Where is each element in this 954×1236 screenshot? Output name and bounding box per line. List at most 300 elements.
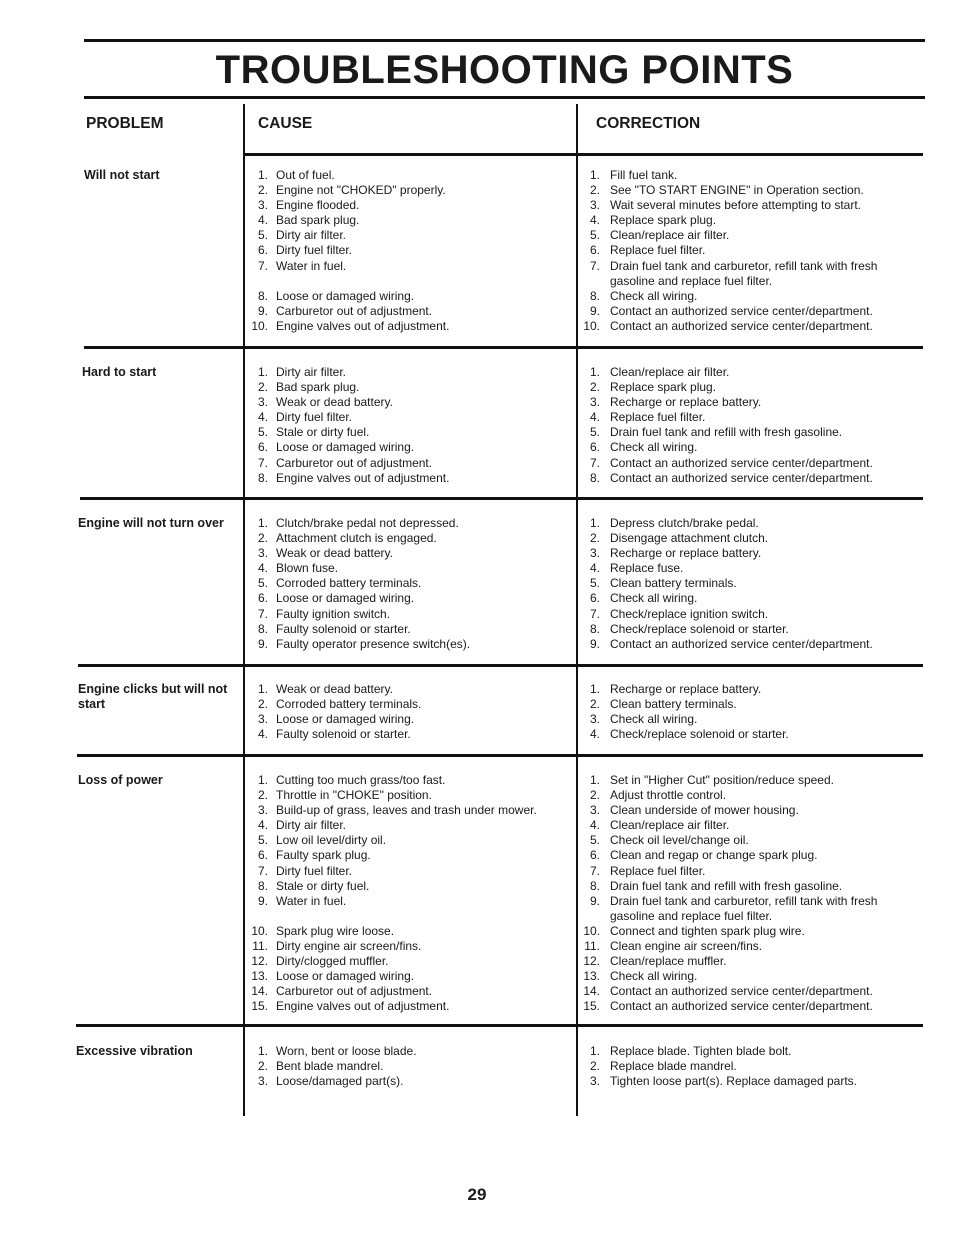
correction-item	[580, 954, 902, 969]
correction-text: Clean underside of mower housing.	[610, 803, 799, 818]
item-number: 8.	[589, 288, 600, 303]
correction-item	[580, 591, 902, 606]
correction-item	[580, 622, 902, 637]
item-number: 8.	[257, 878, 268, 893]
correction-list	[580, 773, 902, 1015]
item-number: 1.	[257, 168, 268, 182]
cause-text: Bad spark plug.	[276, 213, 360, 228]
item-number: 2.	[257, 531, 268, 546]
cause-text: Loose or damaged wiring.	[276, 969, 415, 984]
cause-text: Dirty fuel filter.	[276, 410, 353, 425]
correction-text: Clean/replace air filter.	[610, 228, 730, 243]
correction-item	[580, 1059, 902, 1074]
correction-item	[580, 168, 902, 183]
cause-item	[248, 516, 568, 531]
correction-item	[580, 984, 902, 999]
correction-header: CORRECTION	[596, 115, 701, 132]
cause-item	[248, 697, 568, 712]
cause-item	[248, 939, 568, 954]
correction-item	[580, 440, 902, 455]
item-number: 4.	[589, 561, 600, 576]
cause-item	[248, 682, 568, 697]
item-number: 3.	[589, 712, 600, 727]
correction-item	[580, 773, 902, 788]
cause-text: Engine valves out of adjustment.	[276, 470, 450, 485]
cause-text: Carburetor out of adjustment.	[276, 984, 433, 999]
correction-item	[580, 259, 902, 289]
item-number: 5.	[257, 228, 268, 243]
section-rule	[80, 497, 923, 500]
item-number: 6.	[589, 440, 600, 455]
item-number: 4.	[589, 818, 600, 833]
cause-text: Clutch/brake pedal not depressed.	[276, 516, 459, 530]
correction-item	[580, 1044, 902, 1059]
cause-item	[248, 259, 568, 274]
correction-item	[580, 939, 902, 954]
cause-item	[248, 243, 568, 258]
cause-item	[248, 727, 568, 742]
cause-list	[248, 516, 568, 652]
correction-item	[580, 894, 902, 924]
item-number: 7.	[589, 455, 600, 470]
item-number: 5.	[589, 228, 600, 243]
item-number: 6.	[589, 243, 600, 258]
item-number: 4.	[589, 727, 600, 742]
item-number: 9.	[589, 303, 600, 318]
cause-item	[248, 864, 568, 879]
item-number: 1.	[589, 365, 600, 379]
correction-item	[580, 213, 902, 228]
item-number: 15.	[251, 999, 268, 1014]
correction-item	[580, 471, 902, 486]
cause-text: Stale or dirty fuel.	[276, 878, 370, 893]
correction-text: Replace blade mandrel.	[610, 1059, 737, 1074]
item-number: 3.	[589, 546, 600, 561]
item-number: 7.	[589, 606, 600, 621]
correction-text: Contact an authorized service center/department.	[610, 636, 873, 651]
cause-item	[248, 848, 568, 863]
item-number: 11.	[252, 939, 268, 954]
correction-item	[580, 380, 902, 395]
cause-item	[248, 410, 568, 425]
cause-item	[248, 788, 568, 803]
correction-item	[580, 425, 902, 440]
cause-item	[248, 879, 568, 894]
item-number: 3.	[257, 803, 268, 818]
cause-item	[248, 304, 568, 319]
correction-item	[580, 637, 902, 652]
cause-item	[248, 228, 568, 243]
item-number: 8.	[257, 288, 268, 303]
cause-text: Cutting too much grass/too fast.	[276, 773, 446, 787]
cause-text: Weak or dead battery.	[276, 395, 393, 410]
cause-text: Dirty fuel filter.	[276, 243, 353, 258]
item-number: 6.	[589, 591, 600, 606]
correction-item	[580, 727, 902, 742]
correction-text: Clean/replace air filter.	[610, 365, 730, 379]
cause-text: Loose or damaged wiring.	[276, 440, 415, 455]
correction-text: Contact an authorized service center/department.	[610, 999, 873, 1014]
correction-text: Contact an authorized service center/department.	[610, 303, 873, 318]
cause-item	[248, 999, 568, 1014]
item-number: 14.	[583, 984, 600, 999]
item-number: 2.	[589, 697, 600, 712]
cause-list	[248, 168, 568, 334]
item-number: 8.	[589, 878, 600, 893]
correction-text: Check all wiring.	[610, 969, 698, 984]
item-number: 3.	[589, 803, 600, 818]
item-number: 7.	[257, 455, 268, 470]
cause-item	[248, 712, 568, 727]
correction-item	[580, 879, 902, 894]
cause-item	[248, 576, 568, 591]
problem-label: Excessive vibration	[76, 1044, 193, 1058]
correction-item	[580, 803, 902, 818]
cause-item	[248, 365, 568, 380]
cause-text: Weak or dead battery.	[276, 682, 393, 696]
item-number: 6.	[257, 440, 268, 455]
correction-text: Fill fuel tank.	[610, 168, 678, 182]
page-number: 29	[467, 1185, 487, 1204]
cause-item	[248, 773, 568, 788]
item-number: 1.	[257, 365, 268, 379]
cause-text: Loose or damaged wiring.	[276, 712, 415, 727]
cause-text: Engine valves out of adjustment.	[276, 318, 450, 333]
cause-text: Dirty air filter.	[276, 365, 347, 379]
correction-text: Replace spark plug.	[610, 380, 717, 395]
section-rule	[84, 346, 923, 349]
correction-item	[580, 833, 902, 848]
cause-text: Faulty solenoid or starter.	[276, 621, 411, 636]
cause-item	[248, 183, 568, 198]
item-number: 1.	[589, 516, 600, 530]
cause-text: Dirty fuel filter.	[276, 863, 353, 878]
item-number: 6.	[257, 243, 268, 258]
cause-column-divider	[243, 104, 245, 1116]
cause-text: Carburetor out of adjustment.	[276, 455, 433, 470]
item-number: 1.	[589, 682, 600, 696]
correction-text: Recharge or replace battery.	[610, 682, 762, 696]
item-number: 4.	[257, 818, 268, 833]
item-number: 4.	[257, 410, 268, 425]
cause-text: Engine not "CHOKED" properly.	[276, 183, 446, 198]
cause-item	[248, 591, 568, 606]
correction-text: Contact an authorized service center/department.	[610, 455, 873, 470]
cause-text: Bent blade mandrel.	[276, 1059, 384, 1074]
correction-item	[580, 682, 902, 697]
cause-text: Corroded battery terminals.	[276, 576, 422, 591]
cause-item	[248, 168, 568, 183]
correction-item	[580, 456, 902, 471]
correction-text: Check/replace solenoid or starter.	[610, 621, 789, 636]
cause-text: Attachment clutch is engaged.	[276, 531, 437, 546]
item-number: 3.	[257, 198, 268, 213]
item-number: 4.	[589, 410, 600, 425]
correction-text: Drain fuel tank and carburetor, refill tank with fresh gasoline and replace fuel filter.	[610, 258, 878, 288]
problem-label: Will not start	[84, 168, 160, 182]
correction-text: Clean battery terminals.	[610, 576, 737, 591]
correction-column-divider	[576, 104, 578, 1116]
item-number: 9.	[589, 893, 600, 908]
section-rule	[76, 1024, 923, 1027]
item-number: 9.	[589, 636, 600, 651]
cause-item	[248, 984, 568, 999]
correction-item	[580, 969, 902, 984]
correction-text: Contact an authorized service center/department.	[610, 318, 873, 333]
item-number: 2.	[589, 1059, 600, 1074]
correction-item	[580, 516, 902, 531]
correction-text: Contact an authorized service center/department.	[610, 984, 873, 999]
correction-item	[580, 697, 902, 712]
cause-text: Water in fuel.	[276, 258, 347, 273]
cause-text: Corroded battery terminals.	[276, 697, 422, 712]
problem-label: Loss of power	[78, 773, 163, 787]
cause-text: Faulty spark plug.	[276, 848, 371, 863]
correction-item	[580, 183, 902, 198]
correction-text: Replace fuel filter.	[610, 410, 706, 425]
item-number: 2.	[257, 788, 268, 803]
cause-item	[248, 213, 568, 228]
item-number: 7.	[257, 606, 268, 621]
cause-text: Faulty operator presence switch(es).	[276, 636, 471, 651]
item-number: 6.	[589, 848, 600, 863]
correction-text: Wait several minutes before attempting to start.	[610, 198, 861, 213]
cause-item	[248, 818, 568, 833]
correction-text: Check all wiring.	[610, 440, 698, 455]
item-number: 1.	[257, 773, 268, 787]
correction-list	[580, 516, 902, 652]
item-number: 1.	[257, 516, 268, 530]
cause-item	[248, 198, 568, 213]
correction-text: Replace blade. Tighten blade bolt.	[610, 1044, 792, 1058]
spacer-line	[248, 909, 568, 924]
cause-text: Low oil level/dirty oil.	[276, 833, 387, 848]
correction-item	[580, 546, 902, 561]
correction-item	[580, 712, 902, 727]
cause-list	[248, 1044, 568, 1089]
cause-text: Faulty solenoid or starter.	[276, 727, 411, 742]
cause-text: Stale or dirty fuel.	[276, 425, 370, 440]
correction-item	[580, 788, 902, 803]
cause-item	[248, 471, 568, 486]
correction-text: Check all wiring.	[610, 712, 698, 727]
cause-item	[248, 380, 568, 395]
cause-item	[248, 607, 568, 622]
correction-text: Tighten loose part(s). Replace damaged parts.	[610, 1074, 858, 1089]
cause-item	[248, 833, 568, 848]
cause-item	[248, 561, 568, 576]
cause-item	[248, 637, 568, 652]
section-rule	[243, 153, 923, 156]
correction-text: Clean/replace air filter.	[610, 818, 730, 833]
item-number: 10.	[583, 318, 600, 333]
cause-text: Bad spark plug.	[276, 380, 360, 395]
cause-text: Loose/damaged part(s).	[276, 1074, 404, 1089]
correction-text: Clean engine air screen/fins.	[610, 939, 763, 954]
correction-text: See "TO START ENGINE" in Operation section.	[610, 183, 864, 198]
cause-text: Worn, bent or loose blade.	[276, 1044, 417, 1058]
cause-item	[248, 969, 568, 984]
correction-text: Connect and tighten spark plug wire.	[610, 923, 805, 938]
item-number: 2.	[589, 380, 600, 395]
item-number: 3.	[257, 1074, 268, 1089]
cause-header: CAUSE	[258, 115, 313, 132]
item-number: 7.	[589, 863, 600, 878]
correction-item	[580, 228, 902, 243]
cause-item	[248, 456, 568, 471]
correction-item	[580, 243, 902, 258]
item-number: 9.	[257, 303, 268, 318]
correction-text: Drain fuel tank and refill with fresh gasoline.	[610, 878, 843, 893]
cause-list	[248, 773, 568, 1015]
correction-text: Clean battery terminals.	[610, 697, 737, 712]
item-number: 12.	[583, 954, 600, 969]
correction-item	[580, 198, 902, 213]
item-number: 8.	[589, 621, 600, 636]
title-rule	[84, 96, 925, 99]
correction-item	[580, 1074, 902, 1089]
correction-item	[580, 365, 902, 380]
cause-text: Loose or damaged wiring.	[276, 591, 415, 606]
item-number: 1.	[589, 773, 600, 787]
correction-text: Check/replace solenoid or starter.	[610, 727, 789, 742]
item-number: 8.	[589, 470, 600, 485]
correction-text: Replace fuel filter.	[610, 863, 706, 878]
correction-item	[580, 531, 902, 546]
cause-item	[248, 395, 568, 410]
item-number: 6.	[257, 591, 268, 606]
cause-item	[248, 1074, 568, 1089]
correction-item	[580, 395, 902, 410]
correction-list	[580, 1044, 902, 1089]
cause-text: Out of fuel.	[276, 168, 335, 182]
item-number: 12.	[251, 954, 268, 969]
correction-text: Recharge or replace battery.	[610, 546, 762, 561]
item-number: 6.	[257, 848, 268, 863]
correction-item	[580, 561, 902, 576]
correction-item	[580, 607, 902, 622]
item-number: 1.	[589, 1044, 600, 1058]
problem-label: Hard to start	[82, 365, 157, 379]
cause-item	[248, 440, 568, 455]
correction-text: Replace fuel filter.	[610, 243, 706, 258]
item-number: 7.	[257, 258, 268, 273]
cause-text: Weak or dead battery.	[276, 546, 393, 561]
problem-header: PROBLEM	[86, 115, 164, 132]
problem-label: Engine clicks but will not start	[78, 682, 228, 711]
cause-item	[248, 546, 568, 561]
item-number: 8.	[257, 621, 268, 636]
item-number: 7.	[257, 863, 268, 878]
correction-text: Clean/replace muffler.	[610, 954, 727, 969]
cause-list	[248, 682, 568, 742]
cause-text: Build-up of grass, leaves and trash under mower.	[276, 803, 537, 818]
correction-item	[580, 576, 902, 591]
item-number: 14.	[251, 984, 268, 999]
cause-item	[248, 803, 568, 818]
correction-text: Adjust throttle control.	[610, 788, 727, 803]
cause-item	[248, 289, 568, 304]
cause-text: Engine flooded.	[276, 198, 360, 213]
item-number: 3.	[589, 1074, 600, 1089]
correction-item	[580, 999, 902, 1014]
cause-item	[248, 622, 568, 637]
item-number: 2.	[257, 1059, 268, 1074]
item-number: 3.	[257, 395, 268, 410]
cause-text: Loose or damaged wiring.	[276, 288, 415, 303]
item-number: 2.	[589, 183, 600, 198]
item-number: 5.	[257, 576, 268, 591]
item-number: 3.	[589, 395, 600, 410]
correction-item	[580, 924, 902, 939]
item-number: 7.	[589, 258, 600, 273]
cause-item	[248, 924, 568, 939]
item-number: 3.	[589, 198, 600, 213]
item-number: 5.	[589, 576, 600, 591]
item-number: 10.	[251, 923, 268, 938]
item-number: 13.	[251, 969, 268, 984]
cause-item	[248, 954, 568, 969]
cause-text: Blown fuse.	[276, 561, 339, 576]
cause-item	[248, 319, 568, 334]
correction-text: Drain fuel tank and carburetor, refill tank with fresh gasoline and replace fuel filter.	[610, 893, 878, 923]
item-number: 11.	[584, 939, 600, 954]
item-number: 2.	[257, 183, 268, 198]
cause-text: Carburetor out of adjustment.	[276, 303, 433, 318]
item-number: 10.	[583, 923, 600, 938]
item-number: 8.	[257, 470, 268, 485]
correction-list	[580, 682, 902, 742]
item-number: 5.	[257, 833, 268, 848]
correction-text: Check oil level/change oil.	[610, 833, 749, 848]
cause-item	[248, 894, 568, 909]
item-number: 4.	[589, 213, 600, 228]
cause-text: Engine valves out of adjustment.	[276, 999, 450, 1014]
item-number: 5.	[589, 833, 600, 848]
problem-label: Engine will not turn over	[78, 516, 224, 530]
correction-text: Replace fuse.	[610, 561, 684, 576]
correction-text: Clean and regap or change spark plug.	[610, 848, 818, 863]
correction-text: Recharge or replace battery.	[610, 395, 762, 410]
correction-item	[580, 289, 902, 304]
correction-item	[580, 818, 902, 833]
correction-item	[580, 864, 902, 879]
correction-item	[580, 848, 902, 863]
section-rule	[78, 664, 923, 667]
correction-list	[580, 168, 902, 334]
cause-text: Faulty ignition switch.	[276, 606, 391, 621]
item-number: 5.	[589, 425, 600, 440]
item-number: 2.	[257, 380, 268, 395]
cause-item	[248, 1044, 568, 1059]
cause-text: Dirty/clogged muffler.	[276, 954, 389, 969]
top-rule	[84, 39, 925, 42]
item-number: 13.	[583, 969, 600, 984]
cause-item	[248, 1059, 568, 1074]
item-number: 3.	[257, 712, 268, 727]
section-rule	[77, 754, 923, 757]
cause-text: Throttle in "CHOKE" position.	[276, 788, 432, 803]
item-number: 4.	[257, 727, 268, 742]
item-number: 4.	[257, 213, 268, 228]
correction-text: Set in "Higher Cut" position/reduce speed.	[610, 773, 834, 787]
item-number: 4.	[257, 561, 268, 576]
item-number: 1.	[589, 168, 600, 182]
item-number: 2.	[589, 788, 600, 803]
cause-text: Dirty air filter.	[276, 228, 347, 243]
item-number: 10.	[251, 318, 268, 333]
correction-item	[580, 304, 902, 319]
